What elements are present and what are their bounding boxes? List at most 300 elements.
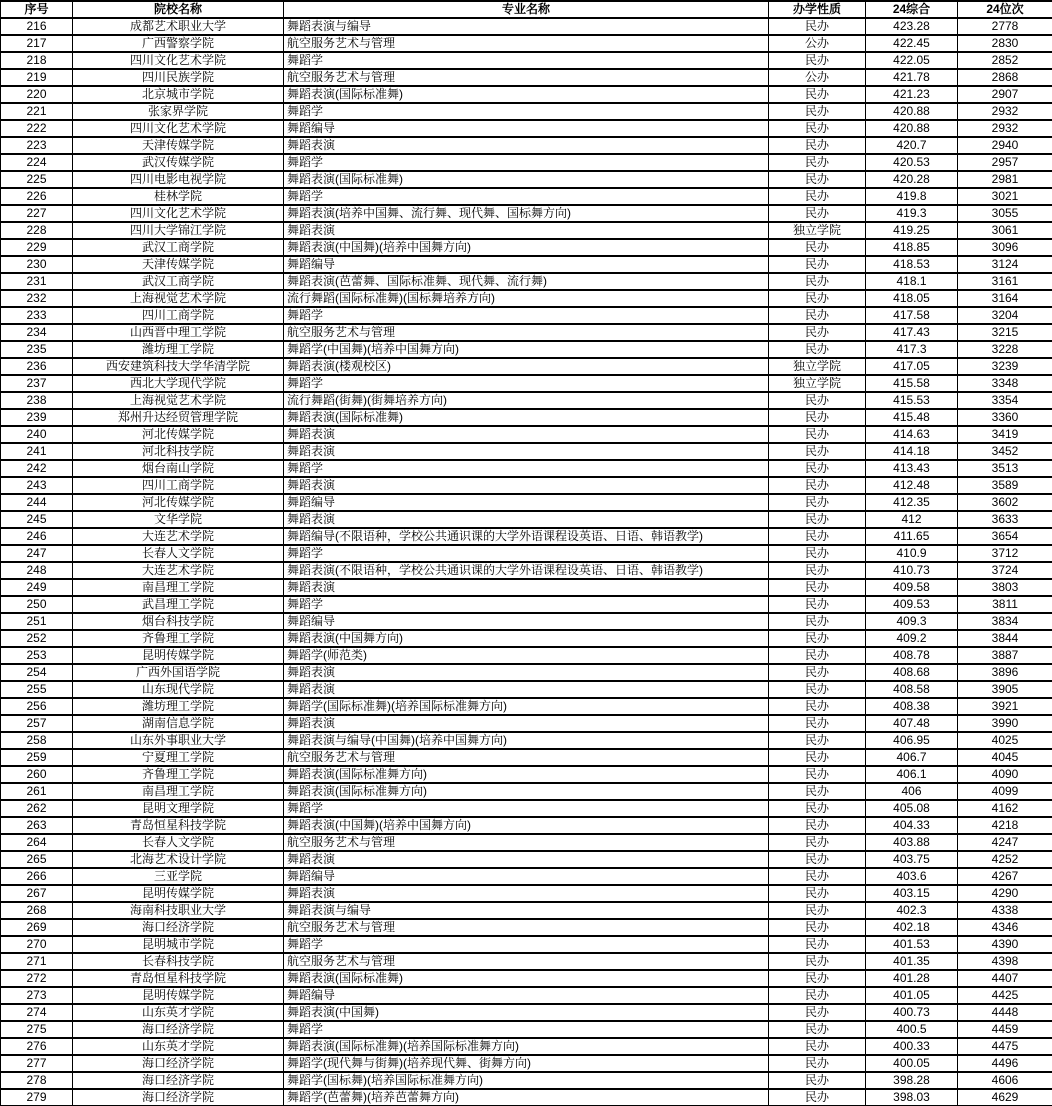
- cell-score: 406.1: [866, 766, 958, 783]
- cell-index: 248: [1, 562, 73, 579]
- cell-score: 415.48: [866, 409, 958, 426]
- table-row: [1, 800, 1052, 817]
- cell-rank: 4025: [958, 732, 1052, 749]
- cell-rank: 3161: [958, 273, 1052, 290]
- cell-index: 235: [1, 341, 73, 358]
- cell-type: 民办: [769, 902, 866, 919]
- cell-type: 民办: [769, 885, 866, 902]
- cell-rank: 4099: [958, 783, 1052, 800]
- cell-rank: 3724: [958, 562, 1052, 579]
- table-row: [1, 953, 1052, 970]
- cell-rank: 4496: [958, 1055, 1052, 1072]
- cell-index: 260: [1, 766, 73, 783]
- cell-school: 大连艺术学院: [73, 528, 284, 545]
- table-row: [1, 460, 1052, 477]
- cell-school: 昆明传媒学院: [73, 647, 284, 664]
- cell-index: 275: [1, 1021, 73, 1038]
- cell-type: 民办: [769, 426, 866, 443]
- cell-type: 民办: [769, 1089, 866, 1106]
- cell-major: 舞蹈学: [284, 800, 769, 817]
- cell-score: 401.05: [866, 987, 958, 1004]
- cell-type: 民办: [769, 1072, 866, 1089]
- table-row: [1, 18, 1052, 35]
- cell-rank: 3905: [958, 681, 1052, 698]
- cell-rank: 2957: [958, 154, 1052, 171]
- cell-type: 民办: [769, 324, 866, 341]
- table-row: [1, 1089, 1052, 1106]
- cell-school: 天津传媒学院: [73, 256, 284, 273]
- table-row: [1, 613, 1052, 630]
- table-row: [1, 35, 1052, 52]
- cell-rank: 3215: [958, 324, 1052, 341]
- cell-school: 昆明城市学院: [73, 936, 284, 953]
- cell-school: 广西外国语学院: [73, 664, 284, 681]
- cell-score: 422.45: [866, 35, 958, 52]
- cell-rank: 4218: [958, 817, 1052, 834]
- cell-score: 409.58: [866, 579, 958, 596]
- cell-score: 406.7: [866, 749, 958, 766]
- table-row: [1, 936, 1052, 953]
- cell-school: 长春人文学院: [73, 545, 284, 562]
- cell-index: 264: [1, 834, 73, 851]
- cell-index: 272: [1, 970, 73, 987]
- table-body: [1, 18, 1052, 1106]
- table-row: [1, 188, 1052, 205]
- table-row: [1, 171, 1052, 188]
- cell-school: 南昌理工学院: [73, 579, 284, 596]
- cell-type: 民办: [769, 205, 866, 222]
- cell-index: 257: [1, 715, 73, 732]
- cell-type: 民办: [769, 188, 866, 205]
- cell-type: 民办: [769, 52, 866, 69]
- cell-rank: 2852: [958, 52, 1052, 69]
- cell-score: 403.75: [866, 851, 958, 868]
- cell-school: 南昌理工学院: [73, 783, 284, 800]
- cell-type: 民办: [769, 511, 866, 528]
- table-row: [1, 630, 1052, 647]
- cell-school: 昆明传媒学院: [73, 885, 284, 902]
- cell-score: 417.58: [866, 307, 958, 324]
- cell-type: 民办: [769, 766, 866, 783]
- table-row: [1, 885, 1052, 902]
- table-row: [1, 732, 1052, 749]
- table-row: [1, 1055, 1052, 1072]
- cell-score: 408.78: [866, 647, 958, 664]
- table-row: [1, 834, 1052, 851]
- cell-score: 403.15: [866, 885, 958, 902]
- cell-type: 民办: [769, 664, 866, 681]
- cell-school: 四川民族学院: [73, 69, 284, 86]
- cell-major: 舞蹈学(中国舞)(培养中国舞方向): [284, 341, 769, 358]
- cell-type: 民办: [769, 154, 866, 171]
- cell-rank: 3844: [958, 630, 1052, 647]
- table-row: [1, 528, 1052, 545]
- cell-school: 桂林学院: [73, 188, 284, 205]
- table-row: [1, 681, 1052, 698]
- cell-school: 上海视觉艺术学院: [73, 290, 284, 307]
- cell-score: 419.3: [866, 205, 958, 222]
- cell-major: 舞蹈学: [284, 596, 769, 613]
- cell-type: 民办: [769, 596, 866, 613]
- cell-score: 420.28: [866, 171, 958, 188]
- cell-school: 河北科技学院: [73, 443, 284, 460]
- cell-major: 舞蹈表演: [284, 477, 769, 494]
- cell-major: 舞蹈表演与编导: [284, 18, 769, 35]
- cell-school: 成都艺术职业大学: [73, 18, 284, 35]
- cell-index: 245: [1, 511, 73, 528]
- cell-type: 民办: [769, 698, 866, 715]
- cell-type: 独立学院: [769, 222, 866, 239]
- cell-index: 238: [1, 392, 73, 409]
- cell-index: 219: [1, 69, 73, 86]
- cell-school: 烟台科技学院: [73, 613, 284, 630]
- cell-rank: 3834: [958, 613, 1052, 630]
- cell-major: 舞蹈表演: [284, 137, 769, 154]
- cell-type: 民办: [769, 307, 866, 324]
- cell-index: 277: [1, 1055, 73, 1072]
- cell-major: 舞蹈学: [284, 103, 769, 120]
- cell-index: 239: [1, 409, 73, 426]
- cell-rank: 3204: [958, 307, 1052, 324]
- cell-rank: 3712: [958, 545, 1052, 562]
- cell-index: 247: [1, 545, 73, 562]
- cell-school: 北海艺术设计学院: [73, 851, 284, 868]
- table-row: [1, 392, 1052, 409]
- cell-type: 独立学院: [769, 375, 866, 392]
- cell-index: 276: [1, 1038, 73, 1055]
- cell-school: 山东英才学院: [73, 1004, 284, 1021]
- table-row: [1, 69, 1052, 86]
- cell-score: 407.48: [866, 715, 958, 732]
- table-row: [1, 86, 1052, 103]
- col-header-major: 专业名称: [284, 1, 769, 18]
- col-header-index: 序号: [1, 1, 73, 18]
- cell-index: 230: [1, 256, 73, 273]
- cell-index: 225: [1, 171, 73, 188]
- cell-major: 舞蹈表演(国际标准舞方向): [284, 783, 769, 800]
- cell-rank: 3360: [958, 409, 1052, 426]
- cell-type: 民办: [769, 749, 866, 766]
- cell-type: 民办: [769, 256, 866, 273]
- cell-school: 四川工商学院: [73, 477, 284, 494]
- cell-major: 航空服务艺术与管理: [284, 35, 769, 52]
- cell-school: 北京城市学院: [73, 86, 284, 103]
- cell-rank: 4390: [958, 936, 1052, 953]
- cell-school: 上海视觉艺术学院: [73, 392, 284, 409]
- cell-major: 舞蹈编导: [284, 120, 769, 137]
- cell-school: 河北传媒学院: [73, 426, 284, 443]
- cell-index: 251: [1, 613, 73, 630]
- col-header-rank: 24位次: [958, 1, 1052, 18]
- table-row: [1, 987, 1052, 1004]
- cell-type: 民办: [769, 18, 866, 35]
- table-row: [1, 596, 1052, 613]
- cell-major: 舞蹈表演(中国舞): [284, 1004, 769, 1021]
- cell-school: 四川文化艺术学院: [73, 120, 284, 137]
- cell-score: 408.58: [866, 681, 958, 698]
- table-row: [1, 103, 1052, 120]
- cell-index: 243: [1, 477, 73, 494]
- cell-major: 舞蹈学: [284, 307, 769, 324]
- cell-index: 234: [1, 324, 73, 341]
- table-row: [1, 664, 1052, 681]
- cell-rank: 3887: [958, 647, 1052, 664]
- cell-school: 潍坊理工学院: [73, 698, 284, 715]
- cell-index: 240: [1, 426, 73, 443]
- cell-type: 民办: [769, 477, 866, 494]
- cell-rank: 4398: [958, 953, 1052, 970]
- cell-major: 流行舞蹈(国际标准舞)(国标舞培养方向): [284, 290, 769, 307]
- cell-index: 222: [1, 120, 73, 137]
- cell-type: 公办: [769, 69, 866, 86]
- table-row: [1, 647, 1052, 664]
- cell-school: 广西警察学院: [73, 35, 284, 52]
- cell-rank: 2932: [958, 103, 1052, 120]
- table-row: [1, 375, 1052, 392]
- cell-rank: 3021: [958, 188, 1052, 205]
- cell-rank: 4346: [958, 919, 1052, 936]
- cell-major: 舞蹈编导: [284, 494, 769, 511]
- cell-major: 舞蹈学: [284, 545, 769, 562]
- cell-school: 昆明传媒学院: [73, 987, 284, 1004]
- cell-score: 410.73: [866, 562, 958, 579]
- cell-index: 266: [1, 868, 73, 885]
- cell-major: 舞蹈表演(国际标准舞): [284, 86, 769, 103]
- cell-rank: 4475: [958, 1038, 1052, 1055]
- cell-rank: 3096: [958, 239, 1052, 256]
- cell-major: 舞蹈表演: [284, 579, 769, 596]
- cell-major: 舞蹈表演: [284, 681, 769, 698]
- table-row: [1, 715, 1052, 732]
- cell-school: 青岛恒星科技学院: [73, 817, 284, 834]
- cell-index: 268: [1, 902, 73, 919]
- cell-major: 舞蹈编导: [284, 613, 769, 630]
- table-row: [1, 290, 1052, 307]
- cell-major: 舞蹈表演与编导: [284, 902, 769, 919]
- cell-type: 民办: [769, 460, 866, 477]
- cell-rank: 3348: [958, 375, 1052, 392]
- cell-type: 民办: [769, 120, 866, 137]
- table-row: [1, 52, 1052, 69]
- cell-type: 民办: [769, 851, 866, 868]
- cell-school: 山东英才学院: [73, 1038, 284, 1055]
- cell-type: 民办: [769, 579, 866, 596]
- cell-school: 郑州升达经贸管理学院: [73, 409, 284, 426]
- cell-rank: 3228: [958, 341, 1052, 358]
- cell-major: 舞蹈表演(楼观校区): [284, 358, 769, 375]
- table-row: [1, 358, 1052, 375]
- cell-rank: 4606: [958, 1072, 1052, 1089]
- cell-score: 417.3: [866, 341, 958, 358]
- cell-major: 舞蹈学(国标舞)(培养国际标准舞方向): [284, 1072, 769, 1089]
- cell-major: 航空服务艺术与管理: [284, 919, 769, 936]
- cell-rank: 4629: [958, 1089, 1052, 1106]
- cell-type: 民办: [769, 1004, 866, 1021]
- cell-school: 海南科技职业大学: [73, 902, 284, 919]
- cell-rank: 2940: [958, 137, 1052, 154]
- cell-school: 西安建筑科技大学华清学院: [73, 358, 284, 375]
- cell-score: 412.35: [866, 494, 958, 511]
- table-row: [1, 902, 1052, 919]
- cell-score: 415.58: [866, 375, 958, 392]
- cell-rank: 4338: [958, 902, 1052, 919]
- cell-rank: 4407: [958, 970, 1052, 987]
- cell-index: 226: [1, 188, 73, 205]
- cell-type: 民办: [769, 562, 866, 579]
- cell-index: 267: [1, 885, 73, 902]
- cell-school: 三亚学院: [73, 868, 284, 885]
- table-header: [1, 1, 1052, 18]
- cell-score: 419.8: [866, 188, 958, 205]
- cell-rank: 4448: [958, 1004, 1052, 1021]
- cell-school: 海口经济学院: [73, 1021, 284, 1038]
- cell-major: 舞蹈表演: [284, 664, 769, 681]
- cell-major: 舞蹈表演(培养中国舞、流行舞、现代舞、国标舞方向): [284, 205, 769, 222]
- cell-major: 航空服务艺术与管理: [284, 953, 769, 970]
- cell-school: 潍坊理工学院: [73, 341, 284, 358]
- cell-major: 舞蹈学(师范类): [284, 647, 769, 664]
- cell-major: 舞蹈学: [284, 154, 769, 171]
- cell-score: 417.43: [866, 324, 958, 341]
- cell-type: 民办: [769, 341, 866, 358]
- cell-score: 400.33: [866, 1038, 958, 1055]
- cell-score: 398.28: [866, 1072, 958, 1089]
- cell-score: 417.05: [866, 358, 958, 375]
- cell-score: 409.2: [866, 630, 958, 647]
- cell-major: 舞蹈编导: [284, 987, 769, 1004]
- cell-type: 民办: [769, 443, 866, 460]
- col-header-type: 办学性质: [769, 1, 866, 18]
- table-row: [1, 443, 1052, 460]
- cell-index: 229: [1, 239, 73, 256]
- cell-school: 四川电影电视学院: [73, 171, 284, 188]
- table-row: [1, 256, 1052, 273]
- cell-type: 民办: [769, 1038, 866, 1055]
- cell-major: 航空服务艺术与管理: [284, 324, 769, 341]
- cell-score: 418.1: [866, 273, 958, 290]
- cell-index: 273: [1, 987, 73, 1004]
- cell-index: 279: [1, 1089, 73, 1106]
- cell-score: 408.38: [866, 698, 958, 715]
- cell-major: 舞蹈学: [284, 375, 769, 392]
- cell-major: 航空服务艺术与管理: [284, 749, 769, 766]
- cell-index: 246: [1, 528, 73, 545]
- cell-major: 航空服务艺术与管理: [284, 69, 769, 86]
- cell-index: 278: [1, 1072, 73, 1089]
- cell-index: 244: [1, 494, 73, 511]
- table-row: [1, 579, 1052, 596]
- cell-type: 公办: [769, 35, 866, 52]
- cell-major: 舞蹈表演(国际标准舞): [284, 409, 769, 426]
- cell-score: 402.3: [866, 902, 958, 919]
- cell-index: 263: [1, 817, 73, 834]
- cell-type: 民办: [769, 528, 866, 545]
- cell-score: 412: [866, 511, 958, 528]
- cell-index: 231: [1, 273, 73, 290]
- cell-school: 山东现代学院: [73, 681, 284, 698]
- cell-score: 408.68: [866, 664, 958, 681]
- cell-school: 西北大学现代学院: [73, 375, 284, 392]
- cell-school: 武汉传媒学院: [73, 154, 284, 171]
- table-row: [1, 766, 1052, 783]
- cell-school: 武昌理工学院: [73, 596, 284, 613]
- cell-major: 舞蹈表演: [284, 426, 769, 443]
- cell-score: 409.3: [866, 613, 958, 630]
- cell-score: 421.23: [866, 86, 958, 103]
- cell-score: 400.05: [866, 1055, 958, 1072]
- cell-index: 250: [1, 596, 73, 613]
- cell-type: 民办: [769, 392, 866, 409]
- cell-rank: 3419: [958, 426, 1052, 443]
- cell-school: 海口经济学院: [73, 1055, 284, 1072]
- cell-index: 258: [1, 732, 73, 749]
- cell-major: 舞蹈学(国际标准舞)(培养国际标准舞方向): [284, 698, 769, 715]
- cell-major: 舞蹈表演: [284, 222, 769, 239]
- table-row: [1, 851, 1052, 868]
- cell-score: 400.5: [866, 1021, 958, 1038]
- cell-index: 254: [1, 664, 73, 681]
- cell-type: 民办: [769, 1021, 866, 1038]
- cell-score: 406: [866, 783, 958, 800]
- cell-type: 独立学院: [769, 358, 866, 375]
- cell-school: 齐鲁理工学院: [73, 630, 284, 647]
- cell-score: 402.18: [866, 919, 958, 936]
- cell-index: 265: [1, 851, 73, 868]
- cell-index: 227: [1, 205, 73, 222]
- table-row: [1, 137, 1052, 154]
- cell-score: 400.73: [866, 1004, 958, 1021]
- cell-major: 舞蹈学(现代舞与街舞)(培养现代舞、街舞方向): [284, 1055, 769, 1072]
- cell-score: 401.53: [866, 936, 958, 953]
- cell-index: 228: [1, 222, 73, 239]
- cell-index: 232: [1, 290, 73, 307]
- cell-major: 舞蹈表演: [284, 715, 769, 732]
- cell-score: 415.53: [866, 392, 958, 409]
- table-row: [1, 698, 1052, 715]
- cell-rank: 3354: [958, 392, 1052, 409]
- cell-school: 齐鲁理工学院: [73, 766, 284, 783]
- cell-index: 216: [1, 18, 73, 35]
- cell-rank: 2981: [958, 171, 1052, 188]
- cell-score: 419.25: [866, 222, 958, 239]
- table-row: [1, 970, 1052, 987]
- cell-school: 青岛恒星科技学院: [73, 970, 284, 987]
- col-header-school: 院校名称: [73, 1, 284, 18]
- cell-rank: 3452: [958, 443, 1052, 460]
- cell-score: 406.95: [866, 732, 958, 749]
- cell-rank: 4247: [958, 834, 1052, 851]
- cell-index: 274: [1, 1004, 73, 1021]
- cell-rank: 3239: [958, 358, 1052, 375]
- cell-major: 舞蹈学: [284, 460, 769, 477]
- cell-score: 420.88: [866, 120, 958, 137]
- cell-major: 舞蹈表演: [284, 443, 769, 460]
- cell-school: 四川大学锦江学院: [73, 222, 284, 239]
- cell-type: 民办: [769, 171, 866, 188]
- cell-major: 舞蹈表演(国际标准舞): [284, 171, 769, 188]
- cell-rank: 4459: [958, 1021, 1052, 1038]
- table-row: [1, 749, 1052, 766]
- table-row: [1, 426, 1052, 443]
- cell-major: 舞蹈表演(国际标准舞)(培养国际标准舞方向): [284, 1038, 769, 1055]
- cell-type: 民办: [769, 783, 866, 800]
- cell-major: 舞蹈学: [284, 1021, 769, 1038]
- table-row: [1, 562, 1052, 579]
- cell-index: 255: [1, 681, 73, 698]
- cell-major: 舞蹈表演(国际标准舞方向): [284, 766, 769, 783]
- cell-major: 流行舞蹈(街舞)(街舞培养方向): [284, 392, 769, 409]
- cell-score: 403.6: [866, 868, 958, 885]
